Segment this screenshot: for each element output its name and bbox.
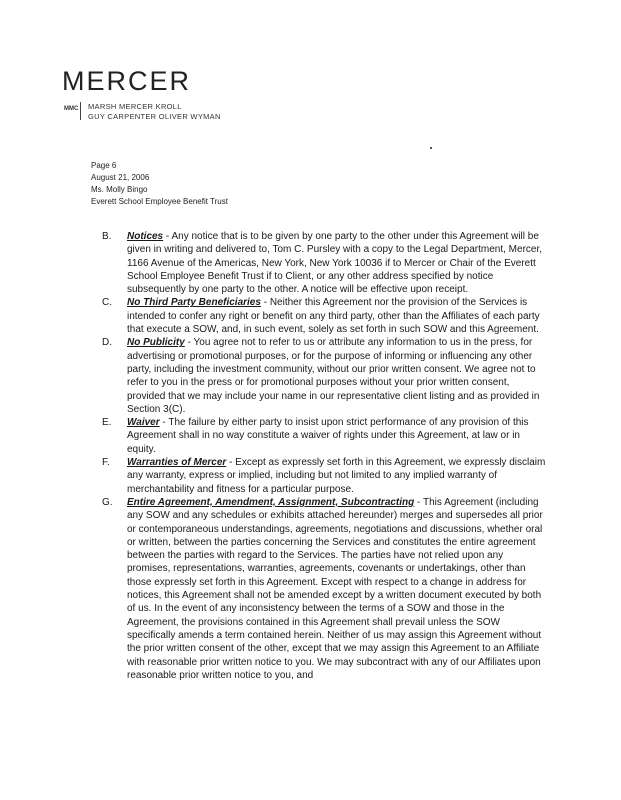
affiliate-companies <box>88 102 221 122</box>
section-body <box>127 230 548 296</box>
logo-divider <box>80 102 81 120</box>
letter-date: August 21, 2006 <box>91 173 150 182</box>
affiliate-line: MARSH MERCER KROLL <box>88 102 182 111</box>
section-text: - Neither this Agreement nor the provision of the Services is intended to confer any right or benefit on any third party, other than the Affiliates of each party that execute a SOW, and, in such event, solely as set forth in such SOW and this Agreement. <box>127 297 540 336</box>
recipient-name: Ms. Molly Bingo <box>91 185 148 194</box>
section-notices <box>102 230 548 296</box>
section-text: - Except as expressly set forth in this Agreement, we expressly disclaim any warranty, express or implied, including but not limited to any implied warranty of merchantability and fitness for a particular purpose. <box>127 457 546 495</box>
section-no-third-party <box>102 296 548 336</box>
affiliate-line: GUY CARPENTER OLIVER WYMAN <box>88 112 221 121</box>
section-body <box>127 336 548 416</box>
section-text: - You agree not to refer to us or attribute any information to us in the press, for advertising or promotional purposes, or for the purpose of informing or influencing any other party, including the investment community, without our prior written consent. We agree not to refer to you in the press or for promotional purposes without your prior written consent, provided that we may include your name in our representative client listing and as provided in Section 3(C). <box>127 337 540 415</box>
section-waiver <box>102 416 548 456</box>
section-body <box>127 296 548 336</box>
section-letter: F. <box>102 457 110 469</box>
mmc-mark-label: MMC <box>64 106 79 112</box>
section-heading: Entire Agreement, Amendment, Assignment, Subcontracting <box>127 496 415 508</box>
section-body <box>127 496 548 682</box>
section-warranties <box>102 456 548 496</box>
section-letter: D. <box>102 337 112 349</box>
section-letter: E. <box>102 417 112 429</box>
section-letter: G. <box>102 496 113 508</box>
company-logo: MERCER <box>62 66 192 96</box>
section-letter: C. <box>102 297 112 309</box>
section-no-publicity <box>102 336 548 416</box>
section-body <box>127 456 548 496</box>
section-letter: B. <box>102 231 112 242</box>
section-heading: Waiver <box>127 417 160 429</box>
mmc-logo-mark <box>64 102 78 118</box>
section-text: - The failure by either party to insist upon strict performance of any provision of this Agreement shall in no way constitute a waiver of rights under this Agreement, at law or in equity. <box>127 417 529 455</box>
section-heading: Warranties of Mercer <box>127 457 227 469</box>
section-text: - This Agreement (including any SOW and any schedules or exhibits attached hereunder) merges and supersedes all prior or contemporaneous understandings, agreements, negotiations and discussions, whether oral or written, between the parties concerning the Services and constitutes the entire agreement between the parties with regard to the Services. The parties have not relied upon any promises, representations, warranties, agreements, covenants or undertakings, other than those expressly set forth in this Agreement. Except with respect to a change in address for notices, this Agreement shall not be amended except by a written document executed by both of us. In the event of any inconsistency between the terms of a SOW and those in the Agreement, the provisions contained in this Agreement shall prevail unless the SOW specifically amends a term contained herein. Neither of us may assign this Agreement without the prior written consent of the other, except that we may assign this Agreement to an Affiliate with reasonable prior written notice to you. We may subcontract with any of our Affiliates upon reasonable prior written notice to you, and <box>127 496 543 681</box>
recipient-organization: Everett School Employee Benefit Trust <box>91 197 228 206</box>
section-heading: No Third Party Beneficiaries <box>127 297 261 309</box>
section-heading: Notices <box>127 231 164 242</box>
page-number: Page 6 <box>91 161 117 170</box>
section-text: - Any notice that is to be given by one party to the other under this Agreement will be given in writing and delivered to, Tom C. Pursley with a copy to the Legal Department, Mercer, 1166 Avenue of the Americas, New York, New York 10036 if to Mercer or Chair of the Everett School Employee Benefit Trust if to Client, or any other address specified by notice subsequently by one party to the other. A notice will be effective upon receipt. <box>127 231 543 296</box>
letter-header <box>91 160 228 208</box>
agreement-sections <box>102 230 548 682</box>
section-heading: No Publicity <box>127 337 185 349</box>
section-body <box>127 416 548 456</box>
scan-speck <box>430 147 432 149</box>
section-entire-agreement <box>102 496 548 682</box>
